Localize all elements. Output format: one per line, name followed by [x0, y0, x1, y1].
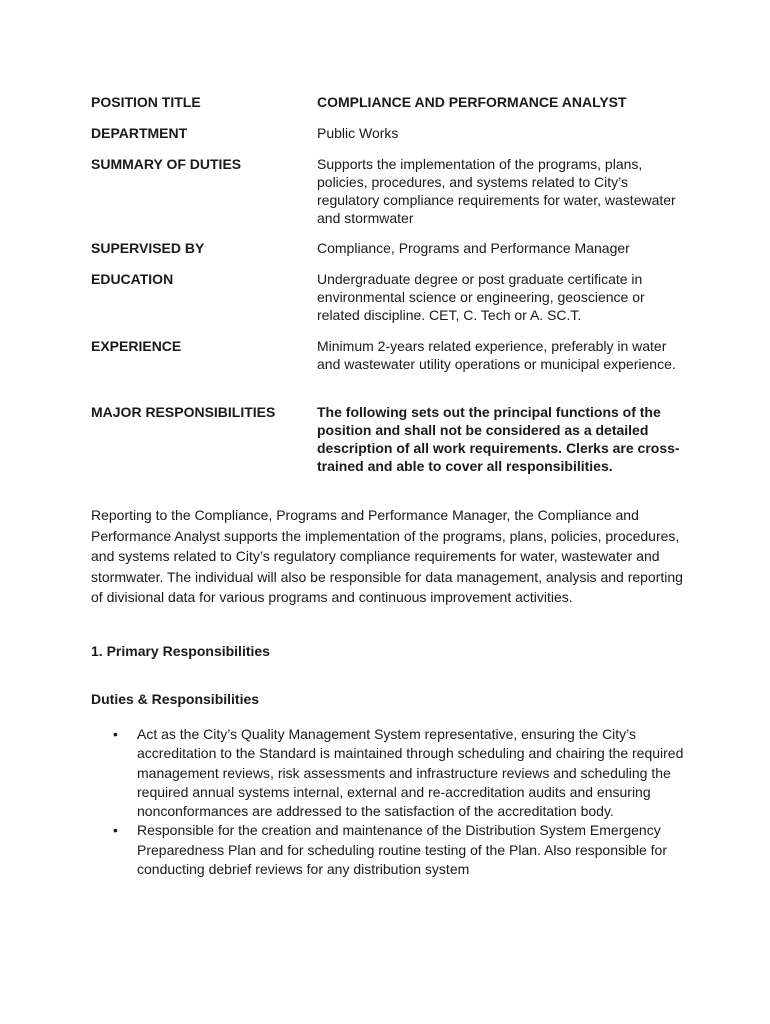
field-experience: [91, 337, 691, 373]
list-item: [91, 725, 691, 821]
field-label: MAJOR RESPONSIBILITIES: [91, 404, 276, 420]
field-label: POSITION TITLE: [91, 94, 201, 110]
education-value: Undergraduate degree or post graduate certificate in environmental science or engineering, geoscience or related discipline. CET, C. Tech or A. SC.T.: [317, 271, 645, 323]
intro-paragraph: Reporting to the Compliance, Programs and Performance Manager, the Compliance and Performance Analyst supports the implementation of the programs, plans, policies, procedures, and systems related to City’s regulatory compliance requirements for water, wastewater and stormwater. The individual will also be responsible for data management, analysis and reporting of divisional data for various programs and continuous improvement activities.: [91, 507, 683, 605]
supervised-by-value: Compliance, Programs and Performance Manager: [317, 240, 630, 256]
bullet-icon: •: [113, 726, 118, 742]
field-label: EDUCATION: [91, 271, 174, 287]
field-label: DEPARTMENT: [91, 125, 188, 141]
list-item: [91, 821, 691, 879]
bullet-icon: •: [113, 822, 118, 839]
section-heading-primary: 1. Primary Responsibilities: [91, 643, 270, 659]
field-supervised-by: [91, 239, 691, 257]
section-heading-duties: Duties & Responsibilities: [91, 691, 260, 707]
major-responsibilities-value: The following sets out the principal functions of the position and shall not be considered as a detailed description of all work requirements. Clerks are cross-trained and able to cover all responsibilities.: [317, 404, 680, 474]
experience-value: Minimum 2-years related experience, preferably in water and wastewater utility operations or municipal experience.: [317, 338, 676, 372]
position-title-value: COMPLIANCE AND PERFORMANCE ANALYST: [317, 94, 627, 110]
field-label: EXPERIENCE: [91, 338, 182, 354]
field-education: [91, 270, 691, 324]
field-summary-of-duties: [91, 155, 691, 227]
duty-text: Act as the City’s Quality Management System representative, ensuring the City’s accreditation to the Standard is maintained through scheduling and chairing the required management reviews, risk assessments and infrastructure reviews and scheduling the required annual systems internal, external and re-accreditation audits and ensuring nonconformances are addressed to the satisfaction of the accreditation body.: [137, 726, 684, 820]
field-label: SUPERVISED BY: [91, 240, 205, 256]
field-label: SUMMARY OF DUTIES: [91, 156, 242, 172]
duty-text: Responsible for the creation and maintenance of the Distribution System Emergency Preparedness Plan and for scheduling routine testing of the Plan. Also responsible for conducting debrief reviews for any distribution system: [137, 822, 667, 878]
field-major-responsibilities: [91, 403, 691, 475]
summary-of-duties-value: Supports the implementation of the programs, plans, policies, procedures, and systems related to City’s regulatory compliance requirements for water, wastewater and stormwater: [317, 156, 676, 226]
department-value: Public Works: [317, 125, 399, 141]
field-department: [91, 124, 691, 142]
field-position-title: [91, 93, 691, 111]
duties-list: [91, 725, 691, 879]
